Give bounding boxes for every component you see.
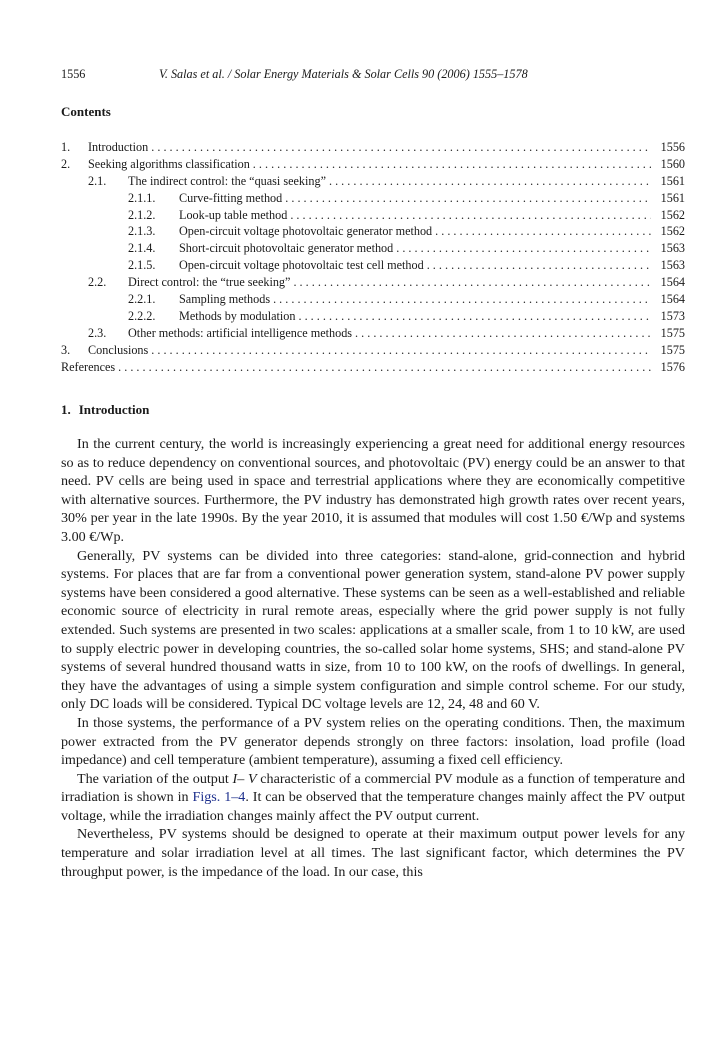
toc-entry[interactable] bbox=[61, 223, 685, 240]
page-number: 1556 bbox=[61, 67, 86, 81]
toc-entry[interactable] bbox=[61, 274, 685, 291]
dot-leader bbox=[290, 207, 651, 224]
toc-entry-number: 2.1.1. bbox=[128, 190, 156, 205]
toc-entry[interactable] bbox=[61, 173, 685, 190]
toc-entry[interactable] bbox=[61, 156, 685, 173]
table-of-contents bbox=[61, 139, 685, 375]
toc-entry-page: 1562 bbox=[660, 207, 685, 222]
toc-entry-page: 1563 bbox=[660, 241, 685, 256]
figure-reference-link[interactable]: Figs. 1–4 bbox=[192, 789, 246, 806]
text-run: . It can be observed that the temperature changes mainly affect the PV output voltage, while the irradiation changes mainly affect the PV output current. bbox=[61, 789, 685, 824]
dot-leader bbox=[151, 342, 651, 359]
dot-leader bbox=[427, 257, 651, 274]
toc-entry-number: 3. bbox=[61, 342, 71, 357]
toc-entry-title: The indirect control: the “quasi seeking” bbox=[128, 173, 326, 188]
toc-entry-number: 2.2.2. bbox=[128, 308, 156, 323]
toc-entry[interactable] bbox=[61, 257, 685, 274]
toc-entry-references[interactable] bbox=[61, 359, 685, 376]
toc-entry-number: 2.2.1. bbox=[128, 292, 156, 307]
toc-entry-page: 1562 bbox=[660, 224, 685, 239]
toc-entry[interactable] bbox=[61, 342, 685, 359]
dot-leader bbox=[435, 223, 651, 240]
dot-leader bbox=[329, 173, 651, 190]
dot-leader bbox=[151, 139, 651, 156]
toc-entry-number: 2.1.2. bbox=[128, 207, 156, 222]
toc-entry-number: 2.1.4. bbox=[128, 241, 156, 256]
toc-entry-page: 1561 bbox=[660, 173, 685, 188]
dot-leader bbox=[253, 156, 651, 173]
dot-leader bbox=[118, 359, 651, 376]
toc-entry[interactable] bbox=[61, 240, 685, 257]
toc-entry-title: Other methods: artificial intelligence methods bbox=[128, 325, 353, 340]
toc-entry[interactable] bbox=[61, 207, 685, 224]
dot-leader bbox=[285, 190, 651, 207]
dot-leader bbox=[293, 274, 651, 291]
journal-citation: V. Salas et al. / Solar Energy Materials & Solar Cells 90 (2006) 1555–1578 bbox=[159, 67, 528, 81]
toc-entry-number: 2.1. bbox=[88, 173, 107, 188]
toc-entry[interactable] bbox=[61, 291, 685, 308]
toc-entry-number: 2.3. bbox=[88, 325, 107, 340]
toc-entry-title: Sampling methods bbox=[179, 292, 271, 307]
body-text bbox=[61, 435, 685, 881]
toc-entry-title: References bbox=[61, 359, 116, 374]
section-title: Introduction bbox=[78, 402, 150, 417]
toc-entry-title: Seeking algorithms classification bbox=[88, 156, 250, 171]
contents-heading: Contents bbox=[61, 104, 111, 119]
dot-leader bbox=[355, 325, 651, 342]
toc-entry-number: 1. bbox=[61, 140, 71, 154]
paragraph: Generally, PV systems can be divided into three categories: stand-alone, grid-connection and hybrid systems. For places that are far from a conventional power generation system, stand-alone PV power supply systems have been considered a good alternative. These systems can be seen as a well-established and reliable economic source of electricity in rural remote areas, especially where the grid power supply is not fully extended. Such systems are presented in two scales: applications at a smaller scale, from 1 to 10 kW, are used to supply electric power in developing countries, the so-called solar home systems, SHS; and stand-alone PV systems of several hundred thousand watts in size, from 10 to 100 kW, on the roofs of dwellings. In general, they have the advantages of using a simple system configuration and simple control scheme. For our study, only DC loads will be considered. Typical DC voltage levels are 12, 24, 48 and 60 V. bbox=[61, 547, 685, 713]
toc-entry-title: Curve-fitting method bbox=[179, 190, 283, 205]
paragraph bbox=[61, 770, 685, 826]
dot-leader bbox=[298, 308, 651, 325]
toc-entry-number: 2.1.5. bbox=[128, 258, 156, 273]
text-run: The variation of the output bbox=[77, 770, 233, 787]
toc-entry-title: Open-circuit voltage photovoltaic test cell method bbox=[179, 258, 424, 273]
section-number: 1. bbox=[61, 402, 71, 417]
toc-entry-title: Methods by modulation bbox=[179, 308, 296, 323]
toc-entry-page: 1573 bbox=[660, 308, 685, 323]
toc-entry[interactable] bbox=[61, 139, 685, 156]
toc-entry-page: 1556 bbox=[660, 140, 685, 154]
toc-entry-number: 2. bbox=[61, 156, 71, 171]
dot-leader bbox=[273, 291, 651, 308]
paragraph: In those systems, the performance of a PV system relies on the operating conditions. Then, the maximum power extracted from the PV generator depends strongly on three factors: insolation, load profile (load impedance) and cell temperature (ambient temperature), assuming a fixed cell efficiency. bbox=[61, 714, 685, 769]
toc-entry-number: 2.1.3. bbox=[128, 224, 156, 239]
toc-entry-title: Direct control: the “true seeking” bbox=[128, 275, 291, 290]
toc-entry-page: 1576 bbox=[660, 359, 685, 374]
toc-entry-title: Look-up table method bbox=[179, 207, 288, 222]
toc-entry-title: Open-circuit voltage photovoltaic generator method bbox=[179, 224, 433, 239]
paragraph: In the current century, the world is increasingly experiencing a great need for additional energy resources so as to reduce dependency on conventional sources, and photovoltaic (PV) energy could be an answer to that need. PV cells are being used in space and terrestrial applications where they are economically competitive with alternative sources. Furthermore, the PV industry has demonstrated high growth rates over recent years, 30% per year in the late 1990s. By the year 2010, it is assumed that modules will cost 1.50 €/Wp and systems 3.00 €/Wp. bbox=[61, 436, 685, 545]
toc-entry[interactable] bbox=[61, 308, 685, 325]
paragraph: Nevertheless, PV systems should be designed to operate at their maximum output power levels for any temperature and solar irradiation level at all times. The last significant factor, which determines the PV throughput power, is the impedance of the load. In our case, this bbox=[61, 826, 685, 880]
dot-leader bbox=[396, 240, 651, 257]
toc-entry-page: 1564 bbox=[660, 292, 685, 307]
toc-entry-number: 2.2. bbox=[88, 275, 107, 290]
toc-entry-title: Conclusions bbox=[88, 342, 149, 357]
toc-entry-page: 1575 bbox=[660, 325, 685, 340]
toc-entry-page: 1561 bbox=[660, 190, 685, 205]
section-heading bbox=[61, 401, 149, 419]
toc-entry-page: 1563 bbox=[660, 258, 685, 273]
toc-entry[interactable] bbox=[61, 190, 685, 207]
toc-entry[interactable] bbox=[61, 325, 685, 342]
text-run: characteristic of a commercial PV module as a function of temperature and irradiation is shown in bbox=[61, 770, 686, 806]
toc-entry-title: Short-circuit photovoltaic generator method bbox=[179, 241, 394, 256]
toc-entry-page: 1560 bbox=[660, 156, 685, 171]
toc-entry-page: 1564 bbox=[660, 275, 685, 290]
iv-symbol: I– V bbox=[232, 770, 257, 787]
toc-entry-title: Introduction bbox=[88, 140, 149, 154]
toc-entry-page: 1575 bbox=[660, 342, 685, 357]
